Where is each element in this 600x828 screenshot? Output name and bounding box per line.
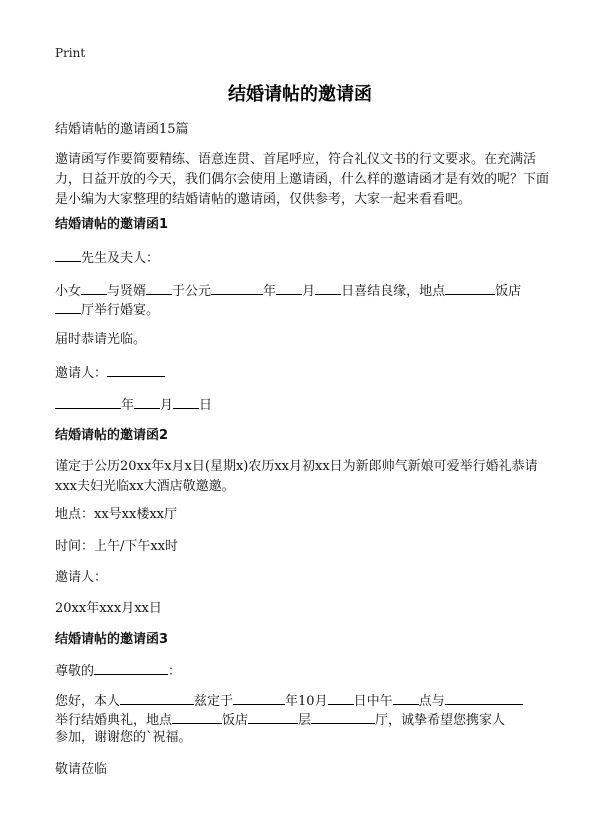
section-1-inviter: 邀请人：	[55, 362, 550, 384]
section-2-body: 谨定于公历20xx年x月x日(星期x)农历xx月初xx日为新郎帅气新娘可爱举行婚礼恭请xxx夫妇光临xx大酒店敬邀邀。	[55, 459, 538, 494]
section-3-heading: 结婚请帖的邀请函3	[55, 632, 169, 647]
blank-line	[211, 280, 263, 295]
blank-line	[445, 280, 495, 295]
blank-line	[172, 709, 222, 724]
section-1-salutation: 先生及夫人：	[55, 247, 550, 269]
section-2-date: 20xx年xxx月xx日	[55, 601, 162, 616]
section-1-line-a: 小女 与贤婿 于公元 年 月 日喜结良缘，地点 饭店	[55, 280, 550, 302]
section-1-heading: 结婚请帖的邀请函1	[55, 217, 169, 232]
section-3-line-1: 您好，本人 兹定于 年10月 日中午 点与	[55, 690, 550, 712]
section-1-line-b: 厅举行婚宴。	[55, 299, 550, 321]
blank-line	[276, 280, 302, 295]
print-label: Print	[55, 46, 86, 60]
blank-line	[311, 709, 375, 724]
blank-line	[146, 280, 172, 295]
section-2-place: 地点：xx号xx楼xx厅	[55, 507, 177, 522]
blank-line	[81, 280, 107, 295]
section-2-inviter: 邀请人：	[55, 570, 108, 585]
blank-line	[315, 280, 341, 295]
blank-line	[248, 709, 298, 724]
blank-line	[233, 690, 285, 705]
blank-line	[173, 394, 199, 409]
blank-line	[55, 247, 81, 262]
blank-line	[328, 690, 354, 705]
section-1-date: 年 月 日	[55, 394, 550, 416]
blank-line	[393, 690, 419, 705]
blank-line	[94, 660, 168, 675]
subtitle: 结婚请帖的邀请函15篇	[55, 122, 189, 137]
blank-line	[445, 690, 523, 705]
page-title: 结婚请帖的邀请函	[228, 84, 372, 105]
section-3-line-2: 举行结婚典礼，地点 饭店 层 厅，诚挚希望您携家人	[55, 709, 550, 731]
section-2-time: 时间：上午/下午xx时	[55, 539, 179, 554]
blank-line	[55, 394, 121, 409]
intro-paragraph: 邀请函写作要简要精练、语意连贯、首尾呼应，符合礼仪文书的行文要求。在充满活力，日益开放的今天，我们偶尔会使用上邀请函，什么样的邀请函才是有效的呢？下面是小编为大家整理的结婚请帖的邀请函，仅供参考，大家一起来看看吧。	[55, 152, 550, 207]
section-3-salutation: 尊敬的 ：	[55, 660, 550, 682]
section-1-welcome: 届时恭请光临。	[55, 332, 147, 347]
section-3-closing: 敬请莅临	[55, 762, 108, 777]
blank-line	[134, 394, 160, 409]
blank-line	[107, 362, 165, 377]
section-2-heading: 结婚请帖的邀请函2	[55, 428, 169, 443]
blank-line	[120, 690, 194, 705]
section-3-line-3: 参加，谢谢您的`祝福。	[55, 730, 192, 745]
blank-line	[55, 299, 81, 314]
